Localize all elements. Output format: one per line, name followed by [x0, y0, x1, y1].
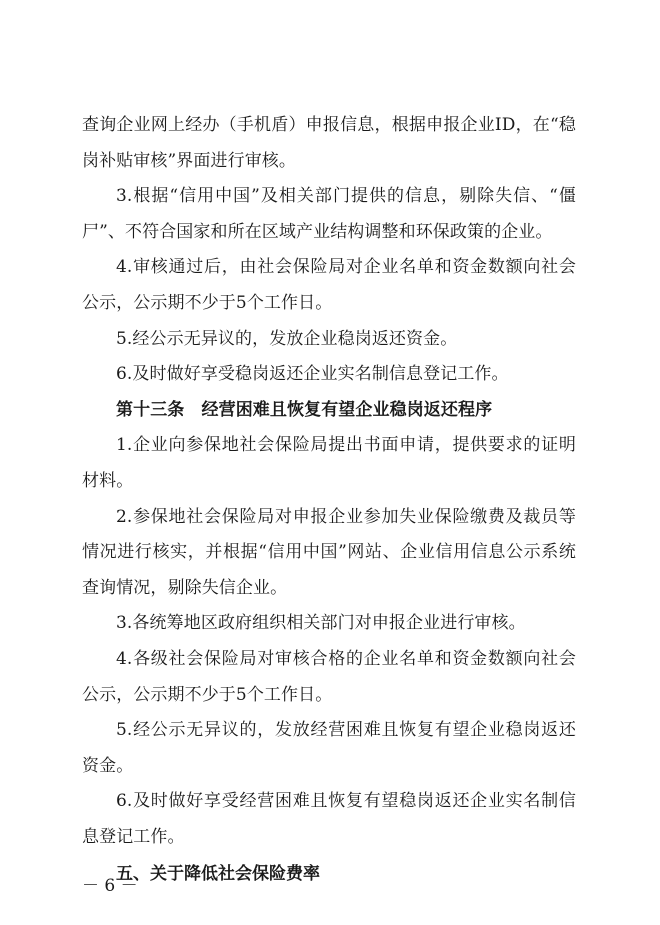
paragraph-item-6: 6.及时做好享受稳岗返还企业实名制信息登记工作。 [116, 364, 509, 385]
page-number: － 6 － [82, 876, 138, 896]
paragraph-item-5: 5.经公示无异议的，发放企业稳岗返还资金。 [116, 328, 458, 349]
article-13-item-6: 6.及时做好享受经营困难且恢复有望稳岗返还企业实名制信息登记工作。 [82, 791, 576, 847]
article-13-title: 第十三条 经营困难且恢复有望企业稳岗返还程序 [116, 399, 493, 420]
article-13-item-4: 4.各级社会保险局对审核合格的企业名单和资金数额向社会公示，公示期不少于5个工作日。 [82, 648, 576, 705]
article-13-item-1: 1.企业向参保地社会保险局提出书面申请，提供要求的证明材料。 [82, 435, 576, 491]
document-body [82, 108, 576, 893]
article-13-item-3: 3.各统筹地区政府组织相关部门对申报企业进行审核。 [116, 613, 526, 634]
paragraph-continuation: 查询企业网上经办（手机盾）申报信息，根据申报企业ID，在“稳岗补贴审核”界面进行审核。 [82, 115, 576, 171]
paragraph-item-3: 3.根据“信用中国”及相关部门提供的信息，剔除失信、“僵尸”、不符合国家和所在区域产业结构调整和环保政策的企业。 [82, 186, 576, 242]
paragraph-item-4: 4.审核通过后，由社会保险局对企业名单和资金数额向社会公示，公示期不少于5个工作日。 [82, 257, 576, 313]
section-heading: 五、关于降低社会保险费率 [116, 864, 320, 885]
article-13-item-2: 2.参保地社会保险局对申报企业参加失业保险缴费及裁员等情况进行核实，并根据“信用中国”网站、企业信用信息公示系统查询情况，剔除失信企业。 [82, 506, 576, 598]
article-13-item-5: 5.经公示无异议的，发放经营困难且恢复有望企业稳岗返还资金。 [82, 720, 576, 776]
